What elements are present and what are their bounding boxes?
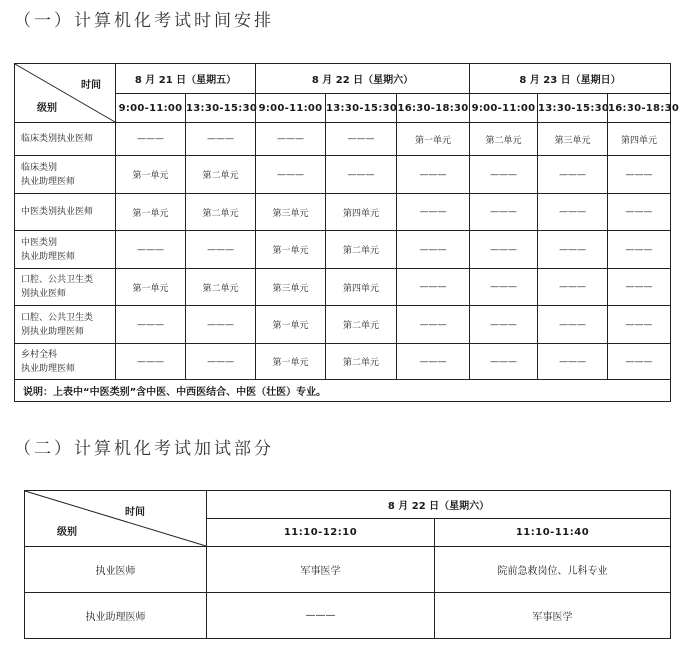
- table-row: [15, 123, 671, 156]
- section-title-additional: （二）计算机化考试加试部分: [14, 439, 274, 459]
- schedule-cell: 军事医学: [207, 547, 435, 593]
- schedule-cell: 第一单元: [256, 306, 326, 344]
- schedule-cell: 第三单元: [256, 194, 326, 231]
- schedule-cell: 第一单元: [256, 344, 326, 380]
- schedule-cell: 第一单元: [116, 194, 186, 231]
- schedule-cell: ———: [538, 231, 608, 269]
- schedule-cell: ———: [116, 231, 186, 269]
- schedule-cell: 第二单元: [326, 306, 397, 344]
- date-header: 8 月 22 日（星期六）: [207, 491, 671, 519]
- schedule-cell: 第四单元: [326, 269, 397, 306]
- schedule-cell: ———: [538, 156, 608, 194]
- date-header: 8 月 21 日（星期五）: [116, 64, 256, 94]
- schedule-cell: ———: [470, 306, 538, 344]
- schedule-cell: ———: [470, 231, 538, 269]
- level-cell: 执业助理医师: [25, 593, 207, 639]
- table-row: [15, 231, 671, 269]
- corner-header-cell: [15, 64, 116, 123]
- time-slot-header: 9:00-11:00: [256, 94, 326, 123]
- time-slot-header: 13:30-15:30: [538, 94, 608, 123]
- schedule-cell: ———: [538, 269, 608, 306]
- schedule-cell: ———: [186, 344, 256, 380]
- schedule-cell: ———: [207, 593, 435, 639]
- schedule-cell: 第一单元: [397, 123, 470, 156]
- corner-label-time: 时间: [81, 80, 101, 91]
- schedule-cell: ———: [608, 306, 671, 344]
- time-slot-header: 16:30-18:30: [608, 94, 671, 123]
- corner-header-cell: [25, 491, 207, 547]
- schedule-cell: 第一单元: [256, 231, 326, 269]
- table-row: [15, 269, 671, 306]
- schedule-cell: ———: [397, 231, 470, 269]
- level-cell: 临床类别 执业助理医师: [15, 156, 116, 194]
- schedule-cell: ———: [608, 231, 671, 269]
- corner-label-level: 级别: [57, 527, 77, 538]
- table-row: [15, 306, 671, 344]
- schedule-cell: ———: [397, 344, 470, 380]
- level-cell: 临床类别执业医师: [15, 123, 116, 156]
- schedule-cell: ———: [470, 156, 538, 194]
- date-header: 8 月 22 日（星期六）: [256, 64, 470, 94]
- level-cell: 口腔、公共卫生类 别执业助理医师: [15, 306, 116, 344]
- schedule-cell: ———: [397, 269, 470, 306]
- exam-schedule-table: [14, 63, 680, 402]
- schedule-cell: ———: [608, 156, 671, 194]
- schedule-cell: ———: [326, 156, 397, 194]
- schedule-cell: 第三单元: [256, 269, 326, 306]
- schedule-cell: ———: [186, 123, 256, 156]
- schedule-cell: ———: [326, 123, 397, 156]
- time-slot-header: 13:30-15:30: [326, 94, 397, 123]
- level-cell: 乡村全科 执业助理医师: [15, 344, 116, 380]
- schedule-cell: 第三单元: [538, 123, 608, 156]
- section-title-schedule: （一）计算机化考试时间安排: [14, 11, 274, 31]
- time-slot-header: 11:10-11:40: [435, 519, 671, 547]
- schedule-cell: ———: [186, 231, 256, 269]
- schedule-cell: ———: [538, 194, 608, 231]
- schedule-cell: ———: [538, 306, 608, 344]
- schedule-cell: 第二单元: [186, 156, 256, 194]
- schedule-cell: 第四单元: [326, 194, 397, 231]
- schedule-cell: ———: [397, 194, 470, 231]
- schedule-cell: 第二单元: [186, 269, 256, 306]
- schedule-cell: ———: [256, 156, 326, 194]
- date-header: 8 月 23 日（星期日）: [470, 64, 671, 94]
- level-cell: 中医类别 执业助理医师: [15, 231, 116, 269]
- schedule-cell: 第四单元: [608, 123, 671, 156]
- schedule-cell: 院前急救岗位、儿科专业: [435, 547, 671, 593]
- schedule-cell: ———: [608, 269, 671, 306]
- schedule-cell: ———: [397, 156, 470, 194]
- schedule-cell: ———: [397, 306, 470, 344]
- schedule-cell: 第二单元: [326, 344, 397, 380]
- schedule-cell: ———: [608, 344, 671, 380]
- table-row: [25, 593, 671, 639]
- schedule-cell: 第一单元: [116, 156, 186, 194]
- time-slot-header: 16:30-18:30: [397, 94, 470, 123]
- schedule-cell: 第二单元: [186, 194, 256, 231]
- level-cell: 执业医师: [25, 547, 207, 593]
- corner-label-level: 级别: [37, 103, 57, 114]
- table-row: [25, 547, 671, 593]
- additional-exam-table: [24, 490, 671, 639]
- schedule-cell: ———: [608, 194, 671, 231]
- schedule-cell: 第二单元: [326, 231, 397, 269]
- time-slot-header: 13:30-15:30: [186, 94, 256, 123]
- schedule-cell: 第二单元: [470, 123, 538, 156]
- schedule-cell: ———: [116, 123, 186, 156]
- time-slot-header: 9:00-11:00: [470, 94, 538, 123]
- schedule-cell: ———: [116, 306, 186, 344]
- schedule-cell: ———: [538, 344, 608, 380]
- table-note: 说明：上表中“中医类别”含中医、中西医结合、中医（壮医）专业。: [15, 380, 671, 402]
- time-slot-header: 9:00-11:00: [116, 94, 186, 123]
- level-cell: 中医类别执业医师: [15, 194, 116, 231]
- table-row: [15, 194, 671, 231]
- corner-label-time: 时间: [125, 507, 145, 518]
- schedule-cell: ———: [256, 123, 326, 156]
- schedule-cell: ———: [470, 269, 538, 306]
- schedule-cell: ———: [470, 344, 538, 380]
- schedule-cell: ———: [186, 306, 256, 344]
- time-slot-header: 11:10-12:10: [207, 519, 435, 547]
- table-row: [15, 344, 671, 380]
- schedule-cell: ———: [116, 344, 186, 380]
- level-cell: 口腔、公共卫生类 别执业医师: [15, 269, 116, 306]
- table-row: [15, 156, 671, 194]
- schedule-cell: 第一单元: [116, 269, 186, 306]
- schedule-cell: 军事医学: [435, 593, 671, 639]
- schedule-cell: ———: [470, 194, 538, 231]
